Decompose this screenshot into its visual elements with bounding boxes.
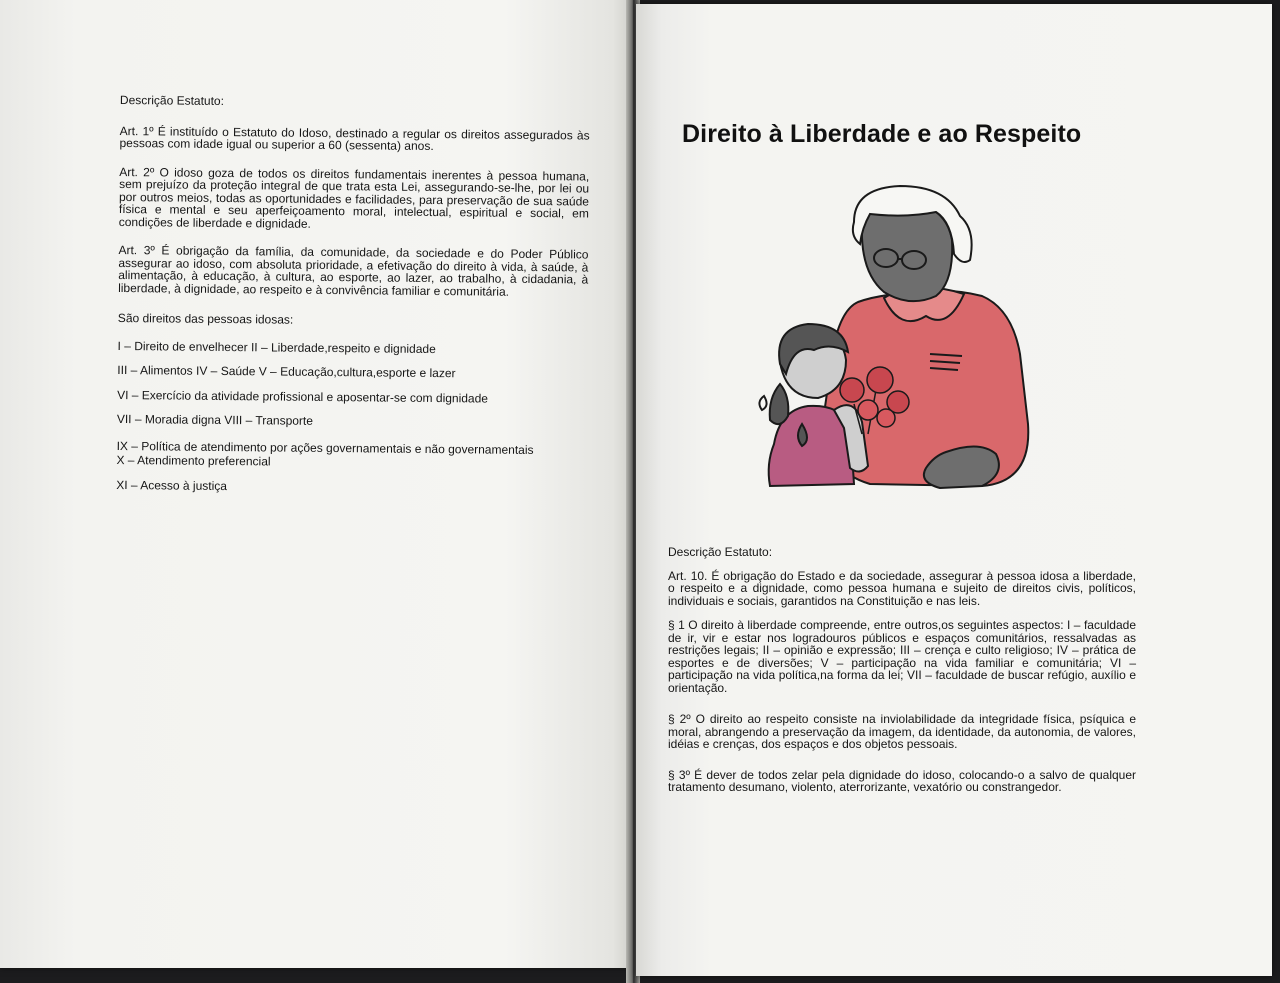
rights-item-3: VI – Exercício da atividade profissional e aposentar-se com dignidade <box>117 387 489 406</box>
rights-item-7: XI – Acesso à justiça <box>116 477 228 493</box>
left-heading: Descrição Estatuto: <box>119 93 225 108</box>
right-page <box>636 4 1272 976</box>
article-3: Art. 3º É obrigação da família, da comunidade, da sociedade e do Poder Público assegurar ao idoso, com absoluta prioridade, a efetivação do direito à vida, à saúde, à alimentação, à educação, à cultura, ao esporte, ao lazer, ao trabalho, à cidadania, à liberdade, à dignidade, ao respeito e à convivência familiar e comunitária. <box>118 242 589 299</box>
page-title: Direito à Liberdade e ao Respeito <box>682 120 1082 148</box>
rights-item-6: X – Atendimento preferencial <box>116 452 271 469</box>
right-page-text <box>668 546 1136 794</box>
left-page-text <box>116 94 590 495</box>
paragraph-3: § 3º É dever de todos zelar pela dignidade do idoso, colocando-o a salvo de qualquer tratamento desumano, violento, aterrorizante, vexatório ou constrangedor. <box>668 767 1136 794</box>
rights-item-2: III – Alimentos IV – Saúde V – Educação,cultura,esporte e lazer <box>117 362 456 381</box>
right-heading: Descrição Estatuto: <box>668 545 773 559</box>
left-page <box>0 0 632 968</box>
article-2: Art. 2º O idoso goza de todos os direitos fundamentais inerentes à pessoa humana, sem prejuízo da proteção integral de que trata esta Lei, assegurando-se-lhe, por lei ou por outros meios, todas as oportunidades e facilidades, para preservação de sua saúde física e mental e seu aperfeiçoamento moral, intelectual, espiritual e social, em condições de liberdade e dignidade. <box>118 164 590 231</box>
rights-item-4: VII – Moradia digna VIII – Transporte <box>116 411 314 428</box>
article-10: Art. 10. É obrigação do Estado e da sociedade, assegurar à pessoa idosa a liberdade, o respeito e a dignidade, como pessoa humana e sujeito de direitos civis, políticos, individuais e sociais, garantidos na Constituição e nas leis. <box>668 568 1136 608</box>
article-1: Art. 1º É instituído o Estatuto do Idoso, destinado a regular os direitos assegurados às pessoas com idade igual ou superior a 60 (sessenta) anos. <box>119 123 590 154</box>
elderly-woman-hugging-girl-illustration <box>750 184 1050 496</box>
paragraph-1: § 1 O direito à liberdade compreende, entre outros,os seguintes aspectos: I – faculdade de ir, vir e estar nos logradouros públicos e espaços comunitários, ressalvadas as restrições legais; II – opinião e expressão; III – crença e culto religioso; IV – prática de esportes e de diversões; V – participação na vida familiar e comunitária; VI – participação na vida política,na forma da lei; VII – faculdade de buscar refúgio, auxílio e orientação. <box>668 618 1136 695</box>
rights-heading: São direitos das pessoas idosas: <box>117 310 294 327</box>
rights-item-5: IX – Política de atendimento por ações governamentais e não governamentais <box>116 438 534 457</box>
paragraph-2: § 2º O direito ao respeito consiste na inviolabilidade da integridade física, psíquica e moral, abrangendo a preservação da imagem, da identidade, da autonomia, de valores, idéias e crenças, dos espaços e dos objetos pessoais. <box>668 712 1136 751</box>
rights-item-1: I – Direito de envelhecer II – Liberdade,respeito e dignidade <box>117 338 436 356</box>
